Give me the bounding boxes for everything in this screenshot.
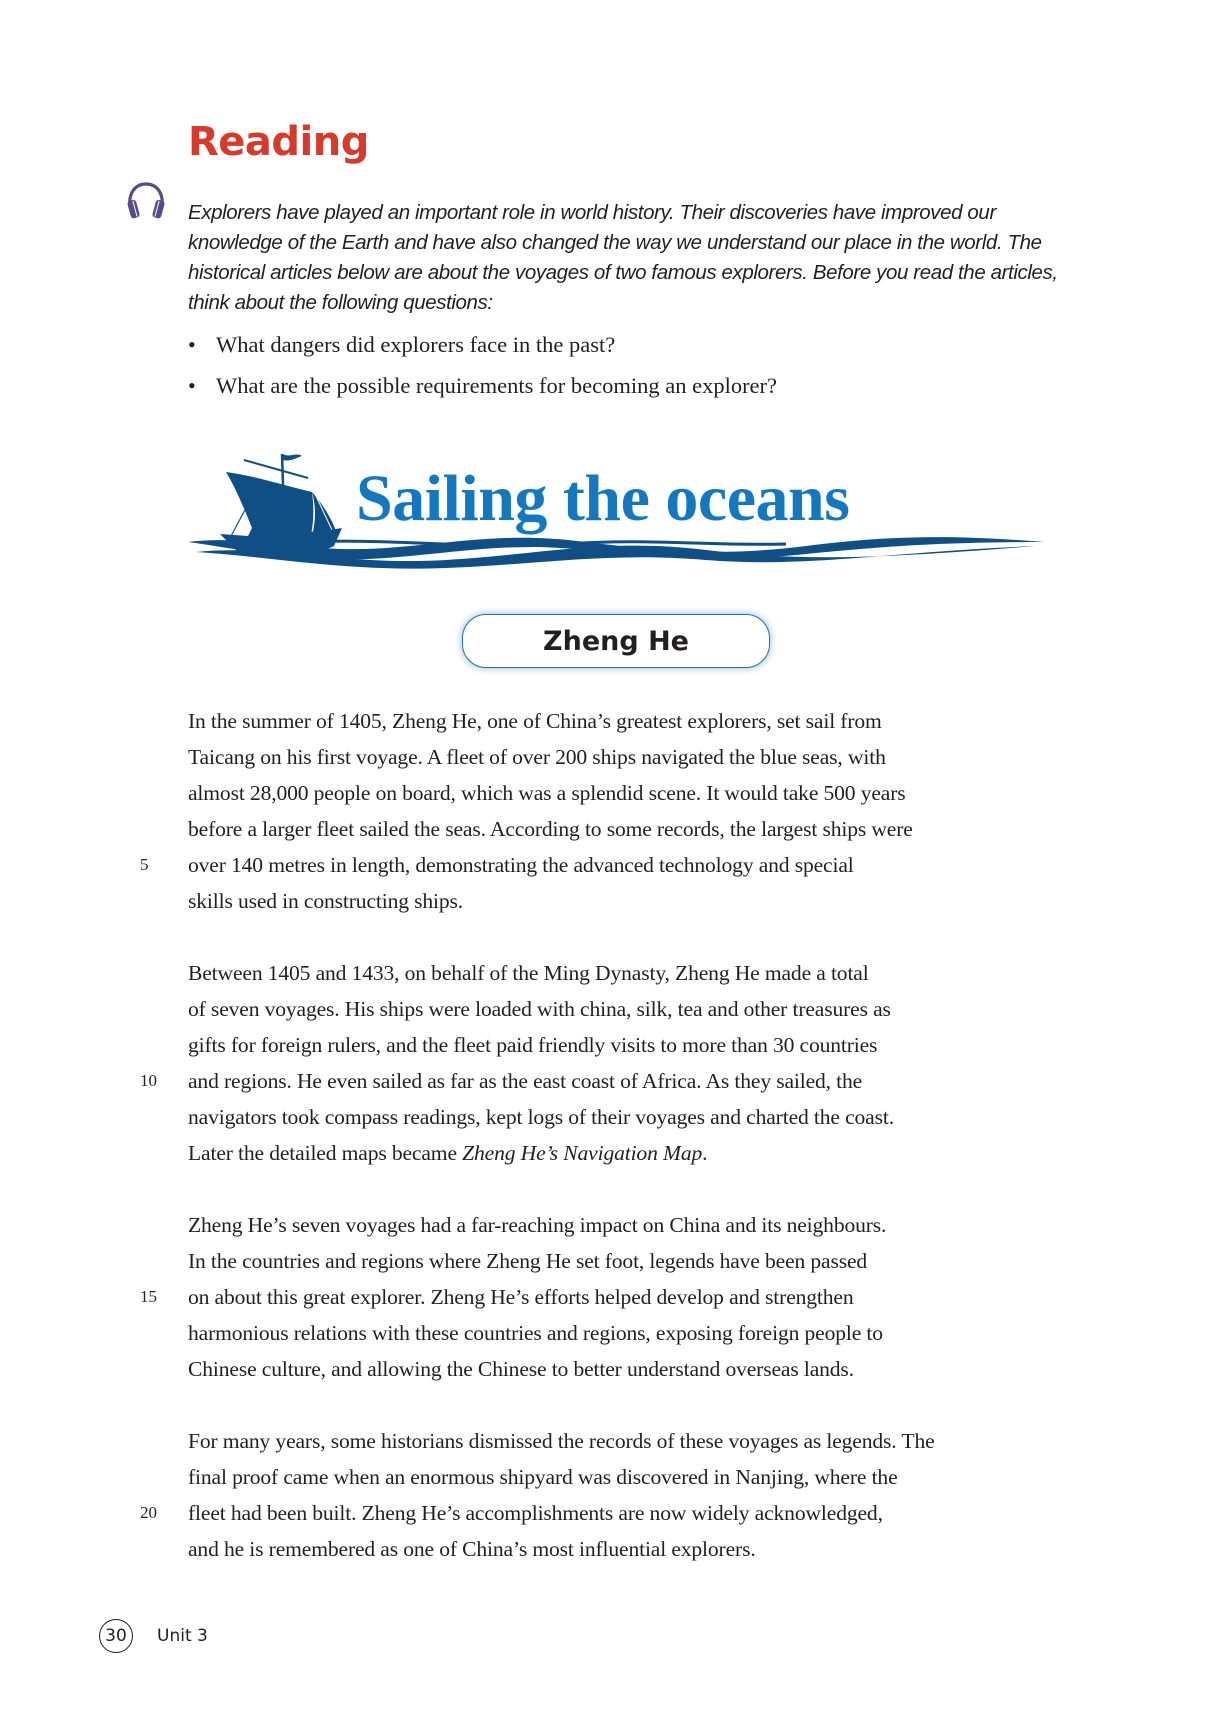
headphones-icon[interactable] — [124, 180, 168, 222]
text-line: fleet had been built. Zheng He’s accomplishments are now widely acknowledged, — [188, 1501, 883, 1525]
text-line: over 140 metres in length, demonstrating the advanced technology and special — [188, 853, 854, 877]
text-line: Zheng He’s seven voyages had a far-reaching impact on China and its neighbours. — [188, 1213, 887, 1237]
question-text: What are the possible requirements for becoming an explorer? — [216, 373, 778, 398]
text-line: harmonious relations with these countries and regions, exposing foreign people to — [188, 1321, 883, 1345]
text-segment: Later the detailed maps became — [188, 1141, 463, 1165]
article-heading: Zheng He — [543, 625, 689, 657]
text-line: Between 1405 and 1433, on behalf of the Ming Dynasty, Zheng He made a total — [188, 961, 869, 985]
article-paragraph — [188, 955, 1068, 1171]
text-line — [188, 1135, 1068, 1171]
map-title: Zheng He’s Navigation Map — [462, 1141, 703, 1165]
article-paragraph — [188, 1423, 1068, 1567]
text-line: Chinese culture, and allowing the Chinese to better understand overseas lands. — [188, 1357, 854, 1381]
text-line: of seven voyages. His ships were loaded with china, silk, tea and other treasures as — [188, 997, 891, 1021]
page-number — [99, 1619, 133, 1653]
unit-label: Unit 3 — [157, 1626, 208, 1646]
text-line: and regions. He even sailed as far as the east coast of Africa. As they sailed, the — [188, 1069, 863, 1093]
line-number: 20 — [140, 1503, 157, 1522]
text-line: gifts for foreign rulers, and the fleet paid friendly visits to more than 30 countries — [188, 1033, 878, 1057]
article-heading-box — [462, 614, 770, 668]
line-number: 5 — [140, 855, 149, 874]
line-number: 15 — [140, 1287, 157, 1306]
bullet-icon: • — [188, 332, 196, 357]
section-title: Reading — [188, 119, 369, 165]
text-line: In the summer of 1405, Zheng He, one of China’s greatest explorers, set sail from — [188, 709, 882, 733]
article-paragraph — [188, 703, 1068, 919]
text-line: In the countries and regions where Zheng He set foot, legends have been passed — [188, 1249, 868, 1273]
text-line: For many years, some historians dismissed the records of these voyages as legends. The — [188, 1429, 935, 1453]
text-line: on about this great explorer. Zheng He’s efforts helped develop and strengthen — [188, 1285, 854, 1309]
question-list — [188, 328, 777, 410]
text-line: navigators took compass readings, kept logs of their voyages and charted the coast. — [188, 1105, 894, 1129]
text-line: almost 28,000 people on board, which was a splendid scene. It would take 500 years — [188, 781, 906, 805]
question-item — [188, 328, 777, 369]
page-number-text: 30 — [105, 1626, 127, 1646]
question-item — [188, 369, 777, 410]
text-line: before a larger fleet sailed the seas. According to some records, the largest ships were — [188, 817, 913, 841]
bullet-icon: • — [188, 373, 196, 398]
text-line: Taicang on his first voyage. A fleet of over 200 ships navigated the blue seas, with — [188, 745, 886, 769]
text-line: skills used in constructing ships. — [188, 889, 464, 913]
intro-text: Explorers have played an important role in world history. Their discoveries have improved our knowledge of the Earth and have also changed the way we understand our place in the world. The historical articles below are about the voyages of two famous explorers. Before you read the articles, think about the following questions: — [188, 201, 1058, 314]
text-line: and he is remembered as one of China’s most influential explorers. — [188, 1537, 756, 1561]
text-line: final proof came when an enormous shipyard was discovered in Nanjing, where the — [188, 1465, 898, 1489]
banner-title: Sailing the oceans — [356, 462, 850, 535]
article-paragraph — [188, 1207, 1068, 1387]
question-text: What dangers did explorers face in the past? — [216, 332, 616, 357]
line-number: 10 — [140, 1071, 157, 1090]
text-segment: . — [702, 1141, 708, 1165]
